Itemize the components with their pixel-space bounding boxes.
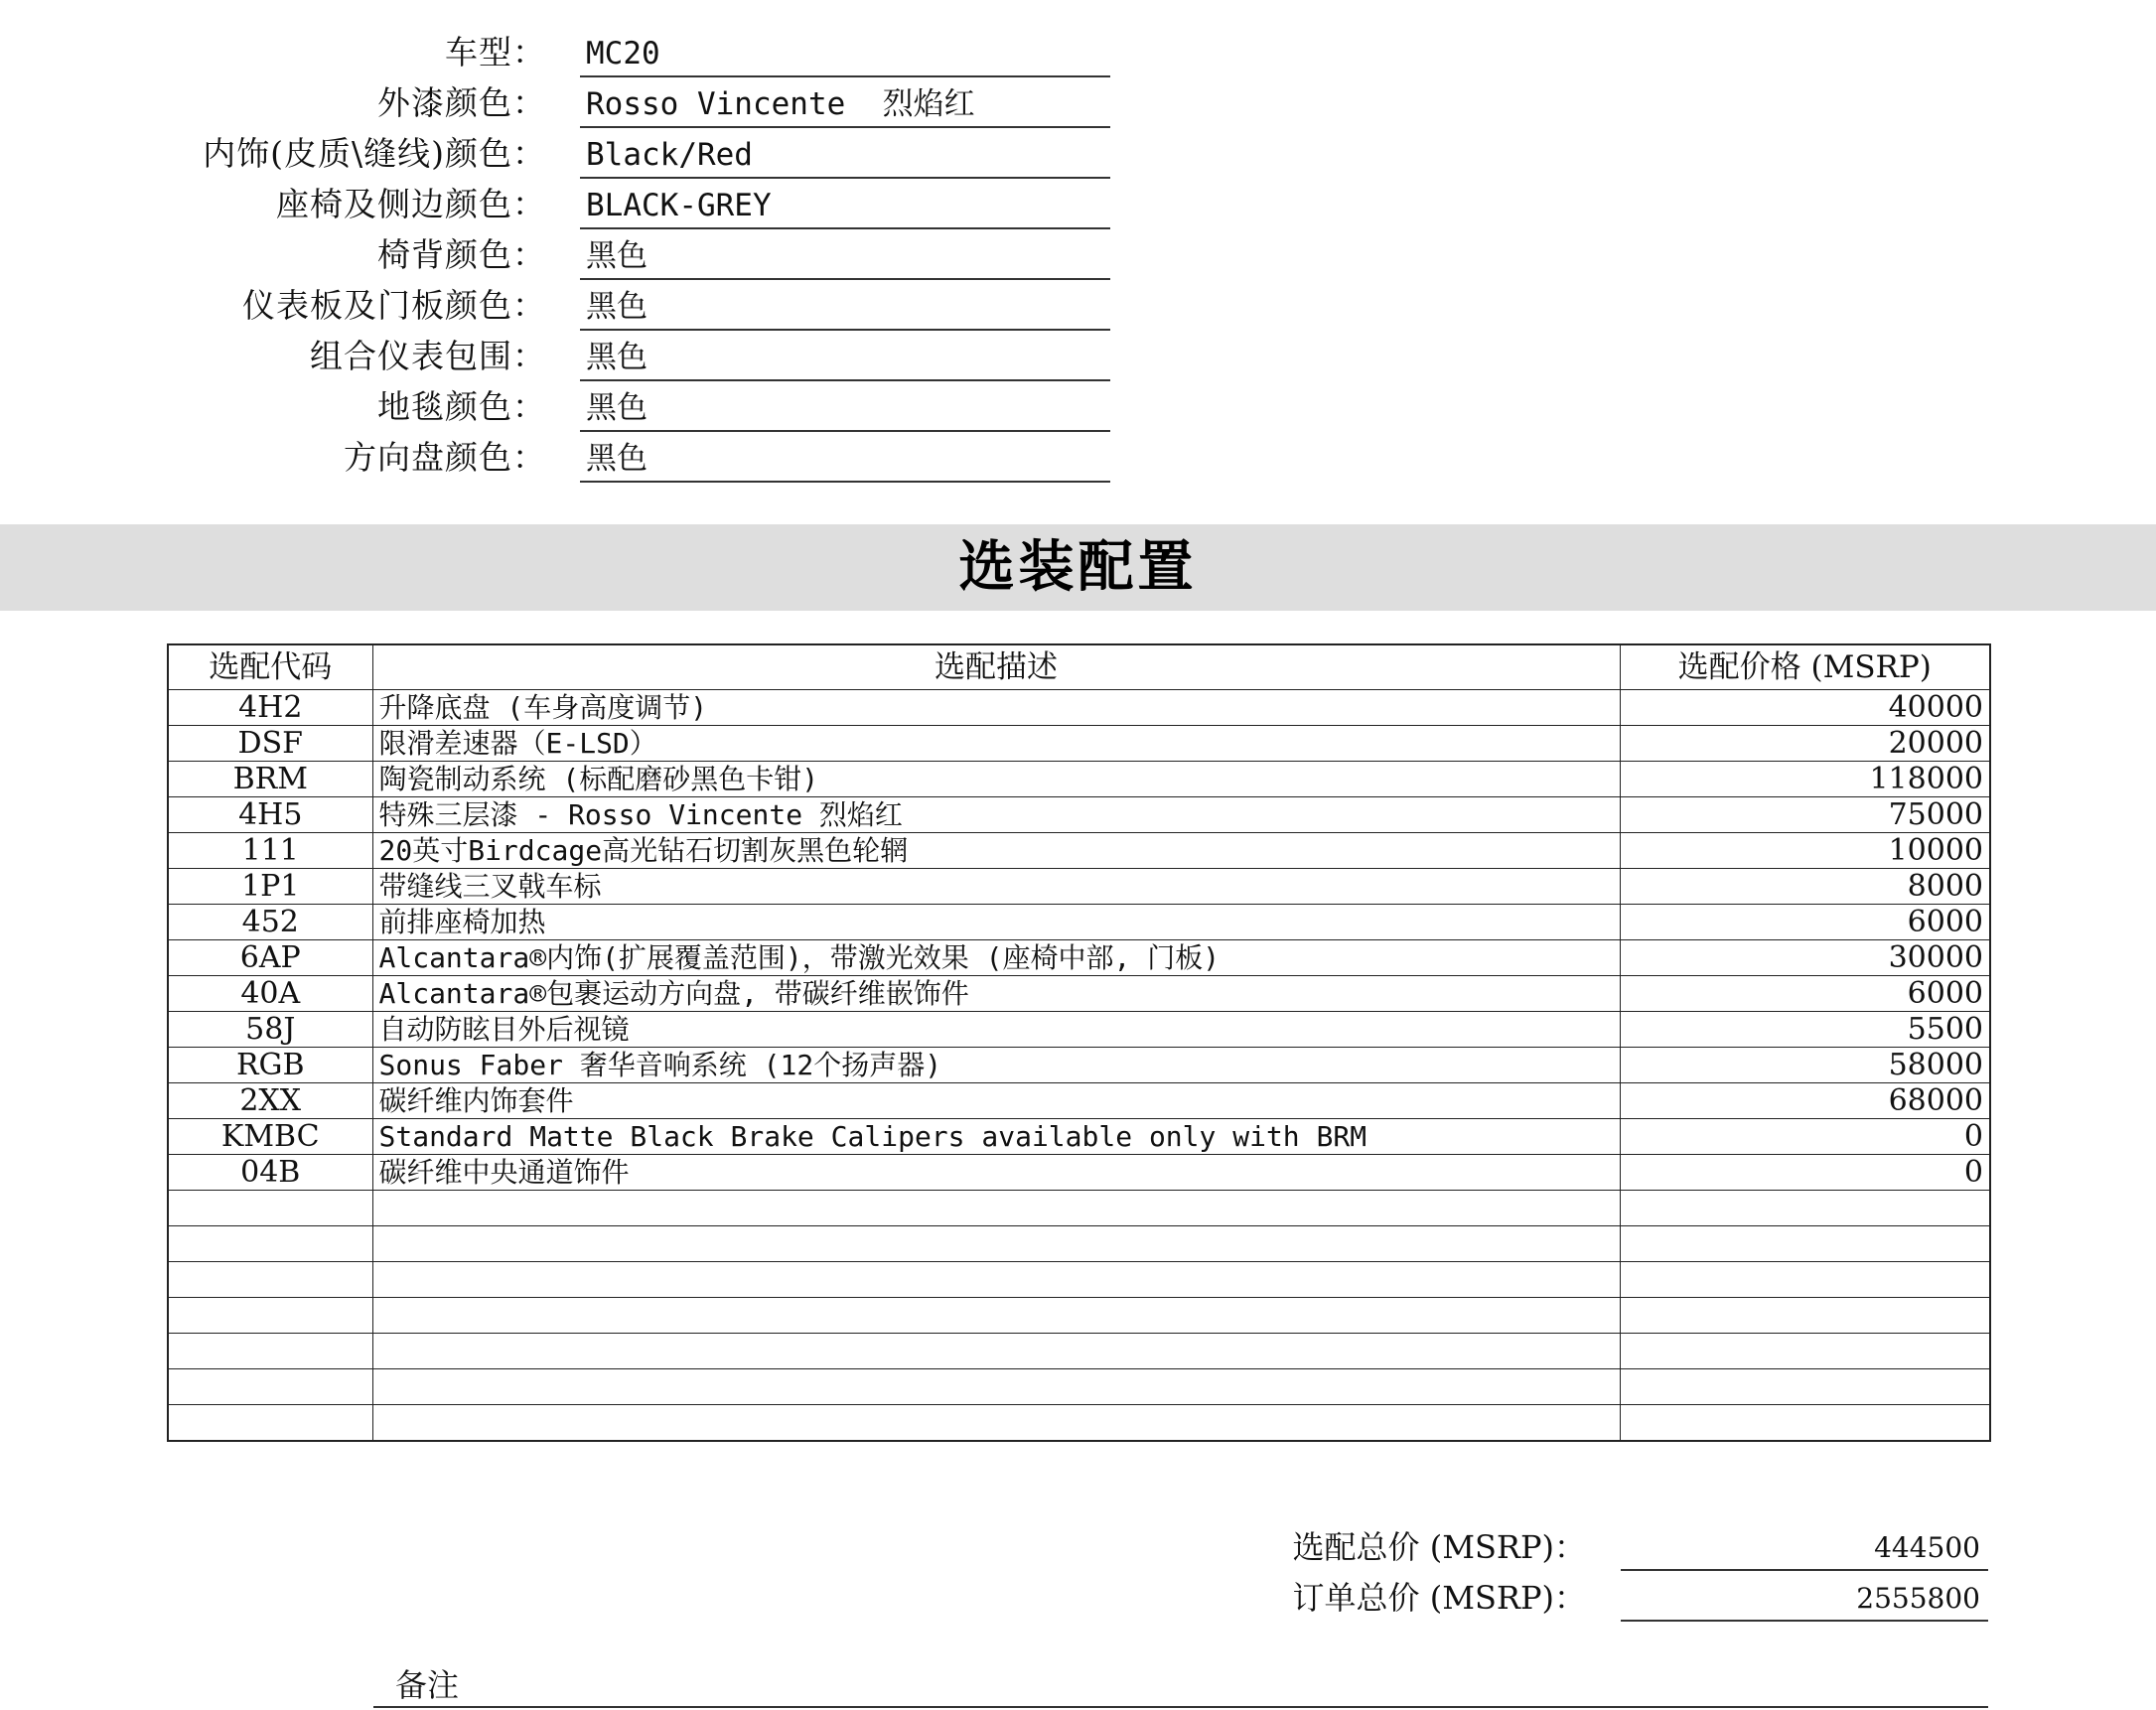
table-row — [168, 1083, 1990, 1119]
table-row — [168, 1012, 1990, 1048]
spec-row-interior-color — [0, 128, 1122, 179]
table-row — [168, 869, 1990, 905]
spec-value: BLACK-GREY — [586, 188, 772, 223]
option-code — [168, 1191, 372, 1226]
option-code — [168, 1226, 372, 1262]
option-description: Alcantara®包裹运动方向盘, 带碳纤维嵌饰件 — [372, 976, 1620, 1012]
option-description: Standard Matte Black Brake Calipers available only with BRM — [372, 1119, 1620, 1155]
spec-value: Rosso Vincente 烈焰红 — [586, 86, 975, 122]
option-price: 0 — [1620, 1119, 1990, 1155]
column-header-description: 选配描述 — [372, 644, 1620, 690]
spec-label: 椅背颜色： — [377, 235, 546, 274]
spec-value: Black/Red — [586, 137, 753, 173]
column-header-price: 选配价格 (MSRP) — [1620, 644, 1990, 690]
option-description: 20英寸Birdcage高光钻石切割灰黑色轮辋 — [372, 833, 1620, 869]
options-total-label: 选配总价 (MSRP)： — [1292, 1528, 1586, 1566]
options-table — [167, 643, 1991, 1442]
spec-value: 黑色 — [586, 390, 647, 426]
option-price: 118000 — [1620, 762, 1990, 797]
option-price — [1620, 1191, 1990, 1226]
option-description: 陶瓷制动系统 (标配磨砂黑色卡钳) — [372, 762, 1620, 797]
spec-label: 座椅及侧边颜色： — [276, 185, 546, 223]
table-row — [168, 1191, 1990, 1226]
option-code: 04B — [168, 1155, 372, 1191]
table-row — [168, 1405, 1990, 1442]
spec-value: 黑色 — [586, 289, 647, 325]
option-price — [1620, 1262, 1990, 1298]
options-total-row — [0, 1519, 2156, 1571]
spec-row-steering-color — [0, 432, 1122, 483]
table-body — [168, 690, 1990, 1442]
spec-value-field — [580, 229, 1110, 280]
spec-value-field — [580, 179, 1110, 229]
spec-row-seatback-color — [0, 229, 1122, 280]
option-description: Alcantara®内饰(扩展覆盖范围)，带激光效果 (座椅中部, 门板) — [372, 940, 1620, 976]
spec-value-field — [580, 381, 1110, 432]
option-description: 碳纤维中央通道饰件 — [372, 1155, 1620, 1191]
option-price: 0 — [1620, 1155, 1990, 1191]
option-code: 40A — [168, 976, 372, 1012]
options-total-value: 444500 — [1874, 1531, 1980, 1564]
option-description — [372, 1298, 1620, 1334]
option-description: 限滑差速器（E-LSD） — [372, 726, 1620, 762]
spec-value-field — [580, 331, 1110, 381]
table-row — [168, 940, 1990, 976]
option-price: 10000 — [1620, 833, 1990, 869]
spec-row-cluster-surround — [0, 331, 1122, 381]
option-code: BRM — [168, 762, 372, 797]
order-total-field — [1621, 1570, 1988, 1622]
table-row — [168, 762, 1990, 797]
option-description: Sonus Faber 奢华音响系统 (12个扬声器) — [372, 1048, 1620, 1083]
spec-row-carpet-color — [0, 381, 1122, 432]
order-total-label: 订单总价 (MSRP)： — [1292, 1579, 1586, 1617]
option-price: 6000 — [1620, 976, 1990, 1012]
table-row — [168, 1334, 1990, 1369]
remarks-field — [373, 1662, 1988, 1708]
option-code: 58J — [168, 1012, 372, 1048]
option-code: 111 — [168, 833, 372, 869]
option-price: 75000 — [1620, 797, 1990, 833]
table-header-row — [168, 644, 1990, 690]
option-price — [1620, 1226, 1990, 1262]
table-row — [168, 905, 1990, 940]
option-description — [372, 1262, 1620, 1298]
option-description: 自动防眩目外后视镜 — [372, 1012, 1620, 1048]
option-description: 前排座椅加热 — [372, 905, 1620, 940]
option-code: 1P1 — [168, 869, 372, 905]
section-title: 选装配置 — [958, 534, 1198, 600]
option-description — [372, 1334, 1620, 1369]
table-row — [168, 1048, 1990, 1083]
spec-value-field — [580, 280, 1110, 331]
option-code — [168, 1262, 372, 1298]
spec-value: 黑色 — [586, 340, 647, 375]
spec-label: 外漆颜色： — [377, 83, 546, 122]
option-code: DSF — [168, 726, 372, 762]
table-row — [168, 1155, 1990, 1191]
option-description: 特殊三层漆 - Rosso Vincente 烈焰红 — [372, 797, 1620, 833]
option-code — [168, 1369, 372, 1405]
option-price: 68000 — [1620, 1083, 1990, 1119]
spec-row-dashboard-color — [0, 280, 1122, 331]
option-code — [168, 1405, 372, 1442]
column-header-code: 选配代码 — [168, 644, 372, 690]
option-code: RGB — [168, 1048, 372, 1083]
spec-value: 黑色 — [586, 441, 647, 477]
spec-value-field — [580, 77, 1110, 128]
table-row — [168, 1226, 1990, 1262]
option-code — [168, 1334, 372, 1369]
option-description: 带缝线三叉戟车标 — [372, 869, 1620, 905]
spec-label: 组合仪表包围： — [310, 337, 546, 375]
table-row — [168, 833, 1990, 869]
order-total-row — [0, 1570, 2156, 1622]
table-row — [168, 1262, 1990, 1298]
option-price: 58000 — [1620, 1048, 1990, 1083]
table-row — [168, 797, 1990, 833]
option-code: 4H2 — [168, 690, 372, 726]
option-price — [1620, 1369, 1990, 1405]
table-row — [168, 1119, 1990, 1155]
option-price: 40000 — [1620, 690, 1990, 726]
option-price: 6000 — [1620, 905, 1990, 940]
table-row — [168, 976, 1990, 1012]
spec-value: MC20 — [586, 36, 660, 71]
option-price: 5500 — [1620, 1012, 1990, 1048]
table-row — [168, 690, 1990, 726]
spec-label: 方向盘颜色： — [344, 438, 546, 477]
option-price: 8000 — [1620, 869, 1990, 905]
option-code: 6AP — [168, 940, 372, 976]
options-total-field — [1621, 1519, 1988, 1571]
option-price — [1620, 1334, 1990, 1369]
option-price: 20000 — [1620, 726, 1990, 762]
option-description — [372, 1226, 1620, 1262]
option-code: KMBC — [168, 1119, 372, 1155]
table-row — [168, 726, 1990, 762]
option-description: 碳纤维内饰套件 — [372, 1083, 1620, 1119]
spec-value: 黑色 — [586, 238, 647, 274]
option-price — [1620, 1405, 1990, 1442]
spec-label: 仪表板及门板颜色： — [242, 286, 546, 325]
option-code: 452 — [168, 905, 372, 940]
option-price: 30000 — [1620, 940, 1990, 976]
spec-label: 地毯颜色： — [377, 387, 546, 426]
spec-value-field — [580, 27, 1110, 77]
spec-row-exterior-color — [0, 77, 1122, 128]
option-description: 升降底盘 (车身高度调节) — [372, 690, 1620, 726]
table-row — [168, 1298, 1990, 1334]
option-code: 4H5 — [168, 797, 372, 833]
option-code — [168, 1298, 372, 1334]
spec-row-seat-color — [0, 179, 1122, 229]
spec-label: 车型： — [445, 33, 546, 71]
option-description — [372, 1191, 1620, 1226]
spec-label: 内饰(皮质\缝线)颜色： — [203, 134, 546, 173]
remarks-label: 备注 — [395, 1666, 460, 1704]
section-band — [0, 524, 2156, 611]
option-description — [372, 1369, 1620, 1405]
option-code: 2XX — [168, 1083, 372, 1119]
table-row — [168, 1369, 1990, 1405]
spec-value-field — [580, 432, 1110, 483]
spec-row-model — [0, 27, 1122, 77]
option-description — [372, 1405, 1620, 1442]
option-price — [1620, 1298, 1990, 1334]
spec-value-field — [580, 128, 1110, 179]
order-total-value: 2555800 — [1856, 1582, 1980, 1615]
